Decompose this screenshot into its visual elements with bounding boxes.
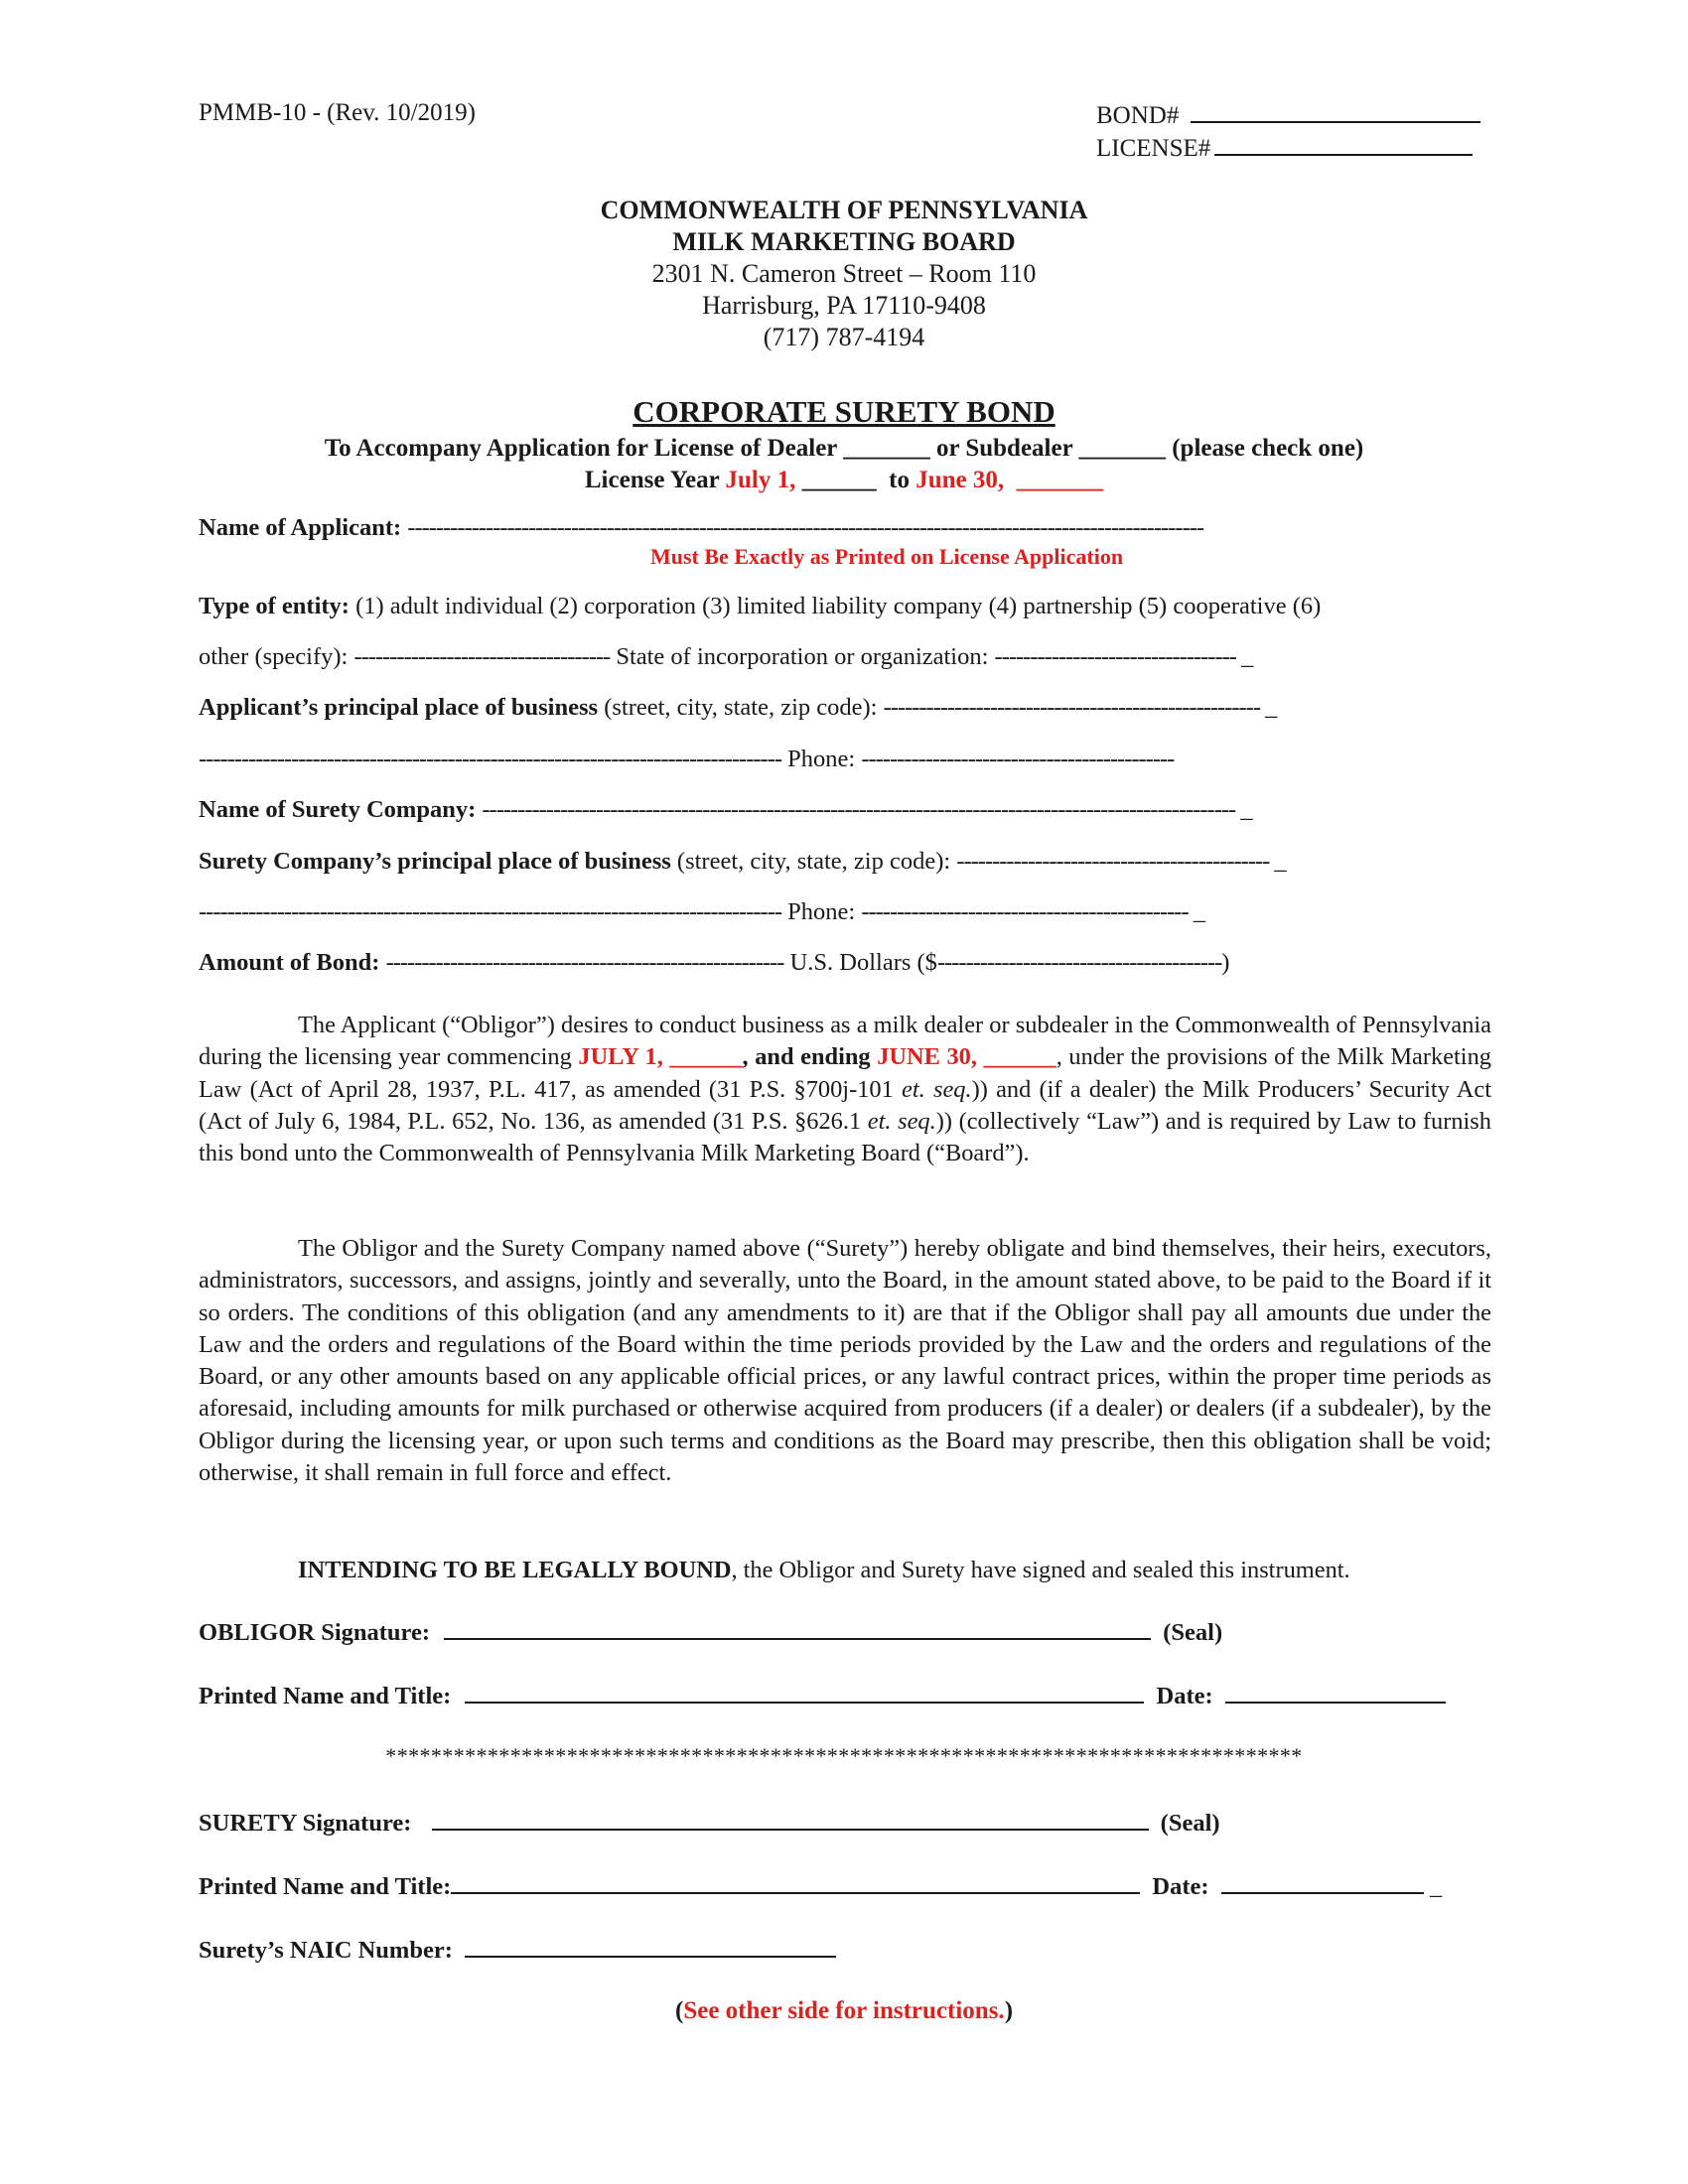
agency-address-2: Harrisburg, PA 17110-9408 <box>702 291 986 320</box>
legally-bound-text: , the Obligor and Surety have signed and sealed this instrument. <box>731 1557 1350 1583</box>
surety-date-field[interactable] <box>1221 1872 1424 1894</box>
surety-seal-label: (Seal) <box>1160 1810 1220 1837</box>
entity-type-label: Type of entity: <box>199 593 350 619</box>
obligor-signature-label: OBLIGOR Signature: <box>199 1619 431 1646</box>
paragraph-obligor <box>199 1010 1491 1169</box>
para1-et-seq-2: et. seq. <box>867 1107 936 1135</box>
separator-stars: ********************************************************************************* <box>385 1743 1303 1768</box>
surety-address-field[interactable]: -------------------------------------------- _ <box>956 848 1286 875</box>
para1-text-4: )) and (if a dealer) the Milk Producers’ Security Act (Act of July 6, 1984, P.L. 652, No. 136, as amended (31 P.S. §626.1 <box>199 1075 1491 1135</box>
surety-name-label: Name of Surety Company: <box>199 796 477 823</box>
dealer-checkbox[interactable]: _______ <box>843 435 930 462</box>
surety-signature-field[interactable] <box>432 1809 1149 1831</box>
para1-end-date[interactable]: JUNE 30, ______ <box>877 1043 1056 1071</box>
para1-text-3: , under the provisions of the Milk Marketing Law (Act of April 28, 1937, P.L. 417, as amended (31 P.S. §700j-101 <box>199 1043 1491 1103</box>
para1-text-2: , and ending <box>742 1043 871 1071</box>
entity-type-options[interactable]: (1) adult individual (2) corporation (3) limited liability company (4) partnership (5) cooperative (6) <box>355 593 1322 619</box>
surety-date-tail: _ <box>1429 1873 1443 1900</box>
para1-et-seq-1: et. seq. <box>902 1075 972 1103</box>
para1-text-5: )) (collectively “Law”) and is required by Law to furnish this bond unto the Commonwealth of Pennsylvania Milk Marketing Board (“Board”). <box>199 1107 1491 1167</box>
surety-printed-name-field[interactable] <box>451 1872 1140 1894</box>
entity-other-field[interactable]: ------------------------------------ <box>353 643 611 670</box>
para2-text: The Obligor and the Surety Company named above (“Surety”) hereby obligate and bind themselves, their heirs, executors, administrators, successors, and assigns, jointly and severally, unto the Board, in the amount stated above, to be paid to the Board if it so orders. The conditions of this obligation (and any amendments to it) are that if the Obligor shall pay all amounts due under the Law and the orders and regulations of the Board within the time periods provided by the Law and the orders and regulations of the Board, or any other amounts based on any applicable official prices, or any lawful contract prices, within the proper time periods as aforesaid, including amounts for milk purchased or otherwise acquired from producers (if a dealer) or dealers (if a subdealer), by the Obligor during the licensing year, or upon such terms and conditions as the Board may prescribe, then this obligation shall be void; otherwise, it shall remain in full force and effect. <box>199 1235 1491 1487</box>
surety-address-hint: (street, city, state, zip code): <box>676 848 951 875</box>
usd-amount-field[interactable]: ---------------------------------------- <box>936 949 1222 976</box>
surety-phone-field[interactable]: ---------------------------------------------- _ <box>861 898 1205 925</box>
instructions-open: ( <box>674 1997 684 2024</box>
license-type-prefix: To Accompany Application for License of Dealer <box>324 435 837 462</box>
agency-name-2: MILK MARKETING BOARD <box>672 227 1016 256</box>
license-year-start: July 1, <box>725 467 796 493</box>
applicant-address-label: Applicant’s principal place of business <box>199 694 599 721</box>
subdealer-label: or Subdealer <box>935 435 1073 462</box>
bond-amount-field[interactable]: -------------------------------------------------------- <box>385 949 784 976</box>
license-year-end-field[interactable]: _______ <box>1016 467 1104 493</box>
usd-label: U.S. Dollars ($ <box>789 949 937 976</box>
applicant-phone-field[interactable]: -------------------------------------------- <box>861 746 1175 772</box>
surety-printed-name-label: Printed Name and Title: <box>199 1873 452 1900</box>
usd-close: ) <box>1221 949 1230 976</box>
surety-phone-label: Phone: <box>787 898 856 925</box>
obligor-date-label: Date: <box>1156 1683 1213 1709</box>
obligor-date-field[interactable] <box>1225 1682 1446 1704</box>
para1-start-date[interactable]: JULY 1, ______ <box>578 1043 743 1071</box>
document-title: CORPORATE SURETY BOND <box>633 394 1055 429</box>
instructions-text: See other side for instructions. <box>683 1997 1005 2024</box>
license-year-label: License Year <box>584 467 720 493</box>
surety-name-row <box>199 1872 1442 1901</box>
agency-address-1: 2301 N. Cameron Street – Room 110 <box>651 259 1037 288</box>
entity-other-label: other (specify): <box>199 643 349 670</box>
surety-address-label: Surety Company’s principal place of business <box>199 848 671 875</box>
agency-name-1: COMMONWEALTH OF PENNSYLVANIA <box>600 196 1088 224</box>
bond-amount-label: Amount of Bond: <box>199 949 380 976</box>
obligor-printed-name-label: Printed Name and Title: <box>199 1683 452 1709</box>
applicant-name-field[interactable]: ---------------------------------------------------------------------------------------------------------------- <box>407 514 1204 541</box>
obligor-signature-field[interactable] <box>444 1618 1151 1640</box>
license-year-to: to <box>889 467 910 493</box>
license-number-label: LICENSE# <box>1096 135 1211 162</box>
applicant-address-field[interactable]: ----------------------------------------------------- _ <box>883 694 1277 721</box>
check-one-note: (please check one) <box>1172 435 1364 462</box>
obligor-printed-name-field[interactable] <box>465 1682 1144 1704</box>
applicant-fields <box>199 0 1489 993</box>
state-incorporation-label: State of incorporation or organization: <box>616 643 989 670</box>
obligor-seal-label: (Seal) <box>1163 1619 1223 1646</box>
applicant-name-label: Name of Applicant: <box>199 514 402 541</box>
paragraph-bound <box>199 1555 1491 1586</box>
applicant-address-line-2[interactable]: ---------------------------------------------------------------------------------- <box>199 746 782 772</box>
legally-bound-heading: INTENDING TO BE LEGALLY BOUND <box>298 1557 732 1583</box>
naic-number-field[interactable] <box>465 1936 836 1958</box>
bond-number-label: BOND# <box>1096 102 1180 129</box>
applicant-address-hint: (street, city, state, zip code): <box>604 694 878 721</box>
surety-signature-row <box>199 1809 1220 1838</box>
instructions-close: ) <box>1004 1997 1014 2024</box>
naic-number-label: Surety’s NAIC Number: <box>199 1937 453 1964</box>
surety-name-field[interactable]: ---------------------------------------------------------------------------------------------------------- _ <box>482 796 1252 823</box>
para1-text-1: The Applicant (“Obligor”) desires to conduct business as a milk dealer or subdealer in the Commonwealth of Pennsylvania during the licensing year commencing <box>199 1012 1491 1071</box>
obligor-signature-row <box>199 1618 1222 1647</box>
applicant-phone-label: Phone: <box>787 746 856 772</box>
agency-phone: (717) 787-4194 <box>763 323 925 351</box>
license-year-end: June 30, <box>915 467 1005 493</box>
license-year-start-field[interactable]: ______ <box>801 467 877 493</box>
applicant-name-note: Must Be Exactly as Printed on License Application <box>650 544 1124 569</box>
surety-date-label: Date: <box>1152 1873 1209 1900</box>
naic-row <box>199 1936 836 1965</box>
surety-signature-label: SURETY Signature: <box>199 1810 412 1837</box>
subdealer-checkbox[interactable]: _______ <box>1078 435 1166 462</box>
surety-address-line-2[interactable]: ---------------------------------------------------------------------------------- <box>199 898 782 925</box>
instructions-note <box>0 1997 1688 2025</box>
paragraph-conditions <box>199 1233 1491 1489</box>
obligor-name-row <box>199 1682 1446 1710</box>
state-incorporation-field[interactable]: ---------------------------------- _ <box>994 643 1253 670</box>
form-number: PMMB-10 - (Rev. 10/2019) <box>199 99 476 126</box>
